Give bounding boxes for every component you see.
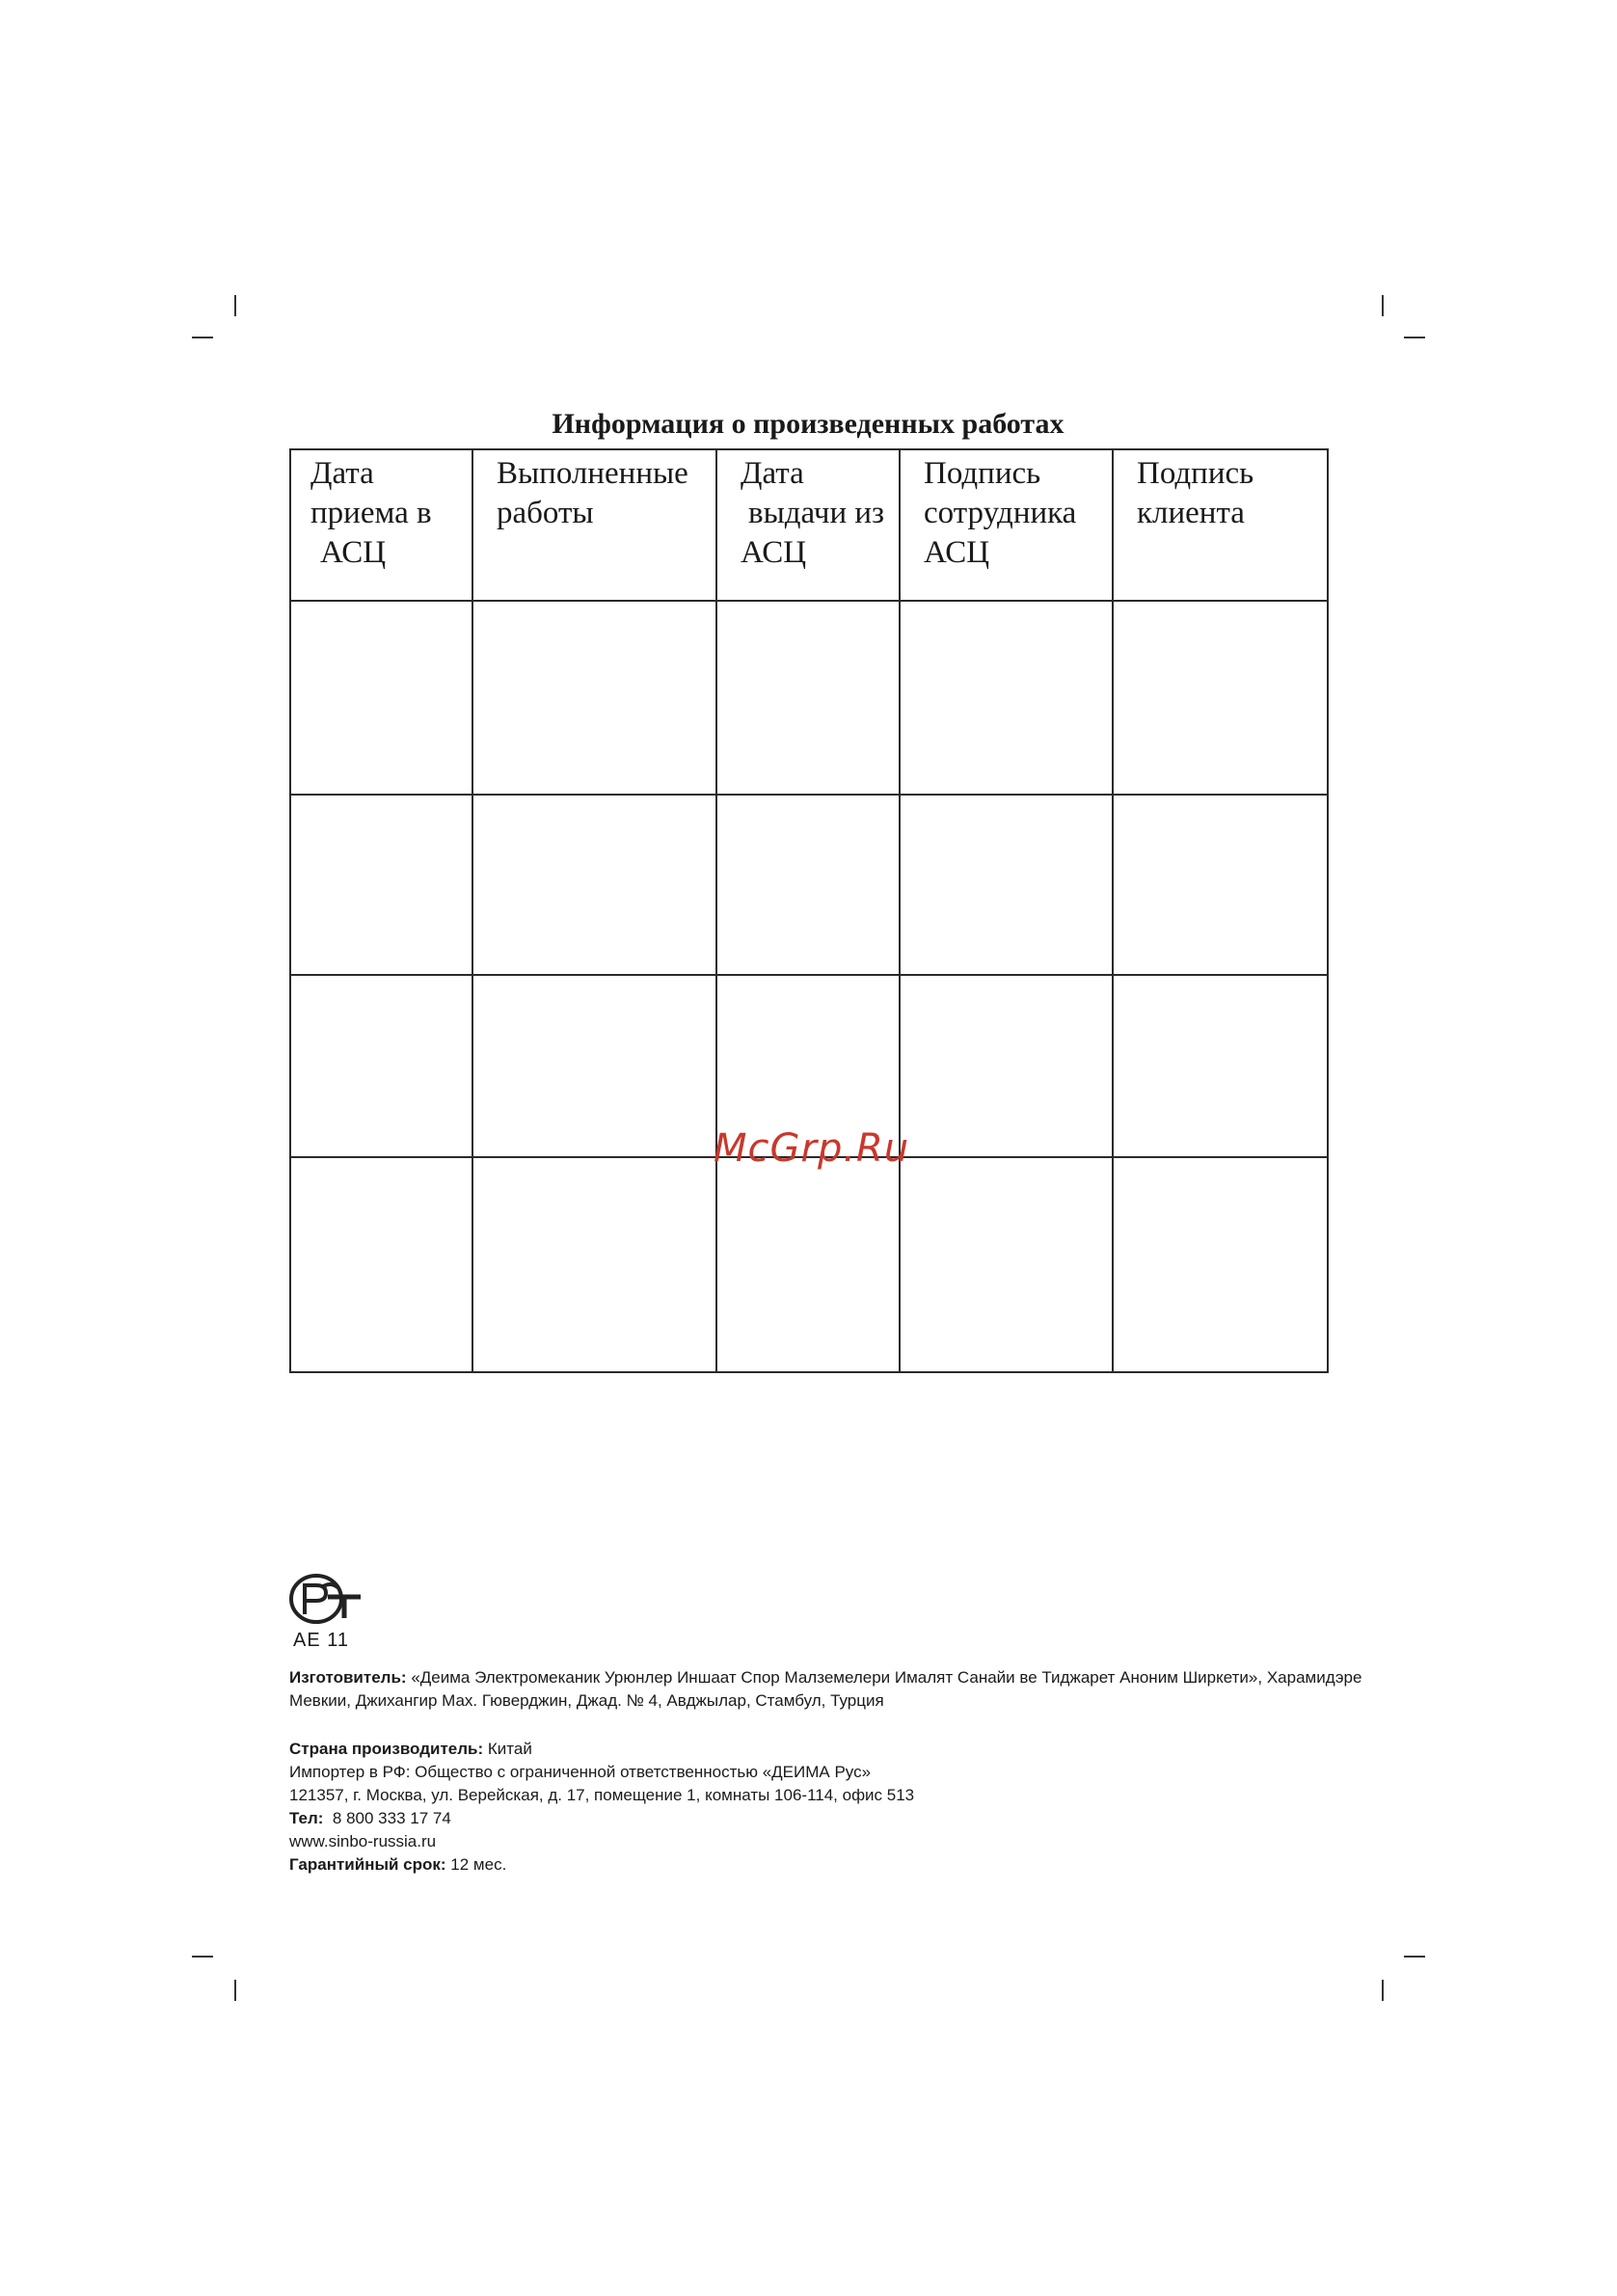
certification-code: AE 11 xyxy=(293,1630,349,1651)
table-cell xyxy=(1113,975,1328,1157)
header-line: клиента xyxy=(1137,496,1245,530)
table-cell xyxy=(472,601,716,795)
phone-label: Тел: xyxy=(289,1809,324,1827)
warranty-line xyxy=(289,1853,1350,1877)
header-line: работы xyxy=(497,496,594,530)
country-value: Китай xyxy=(487,1740,532,1758)
page-title: Информация о произведенных работах xyxy=(552,408,1065,440)
works-table-container xyxy=(289,448,1327,1369)
manufacturer-text: «Деима Электромеканик Урюнлер Иншаат Спор Малземелери Ималят Санайи ве Тиджарет Аноним Ширкети», Харамидэре xyxy=(411,1668,1362,1687)
table-cell xyxy=(290,601,472,795)
country-label: Страна производитель: xyxy=(289,1740,484,1758)
table-cell xyxy=(472,795,716,975)
table-cell xyxy=(290,795,472,975)
header-date-received xyxy=(290,449,472,601)
crop-mark xyxy=(234,1980,236,2001)
crop-mark xyxy=(192,1956,213,1958)
crop-mark xyxy=(1382,295,1384,316)
header-line: АСЦ xyxy=(320,535,387,570)
table-cell xyxy=(716,1157,900,1372)
manufacturer-line-1 xyxy=(289,1666,1362,1689)
header-line: Выполненные xyxy=(497,456,688,491)
crop-mark xyxy=(1404,1956,1425,1958)
header-line: Подпись xyxy=(924,456,1041,491)
header-line: сотрудника xyxy=(924,496,1077,530)
header-line: Подпись xyxy=(1137,456,1254,491)
table-cell xyxy=(472,1157,716,1372)
header-line: АСЦ xyxy=(741,535,807,570)
table-cell xyxy=(1113,1157,1328,1372)
manufacturer-line-2: Мевкии, Джихангир Мах. Гюверджин, Джад. № 4, Авджылар, Стамбул, Турция xyxy=(289,1691,884,1710)
table-cell xyxy=(1113,601,1328,795)
crop-mark xyxy=(192,337,213,338)
header-line: выдачи из xyxy=(748,496,885,530)
header-line: АСЦ xyxy=(924,535,990,570)
header-works-done xyxy=(472,449,716,601)
works-table xyxy=(289,448,1329,1373)
manufacturer-label: Изготовитель: xyxy=(289,1668,407,1687)
table-cell xyxy=(716,795,900,975)
table-row xyxy=(290,1157,1328,1372)
header-date-issued xyxy=(716,449,900,601)
table-cell xyxy=(900,1157,1113,1372)
table-header-row xyxy=(290,449,1328,601)
header-line: Дата xyxy=(310,456,374,491)
table-cell xyxy=(472,975,716,1157)
table-cell xyxy=(1113,795,1328,975)
table-cell xyxy=(290,1157,472,1372)
header-employee-signature xyxy=(900,449,1113,601)
warranty-label: Гарантийный срок: xyxy=(289,1855,446,1874)
phone-line xyxy=(289,1807,1350,1830)
crop-mark xyxy=(1382,1980,1384,2001)
table-cell xyxy=(716,601,900,795)
table-cell xyxy=(290,975,472,1157)
country-line xyxy=(289,1738,1350,1761)
table-cell xyxy=(900,601,1113,795)
warranty-value: 12 мес. xyxy=(450,1855,507,1874)
header-line: приема в xyxy=(310,496,432,530)
table-cell xyxy=(900,795,1113,975)
phone-value: 8 800 333 17 74 xyxy=(332,1809,451,1827)
address-line: 121357, г. Москва, ул. Верейская, д. 17, помещение 1, комнаты 106-114, офис 513 xyxy=(289,1786,915,1804)
pct-certification-logo xyxy=(289,1572,366,1630)
table-cell xyxy=(900,975,1113,1157)
crop-mark xyxy=(1404,337,1425,338)
header-client-signature xyxy=(1113,449,1328,601)
table-row xyxy=(290,601,1328,795)
watermark: McGrp.Ru xyxy=(714,1126,910,1171)
crop-mark xyxy=(234,295,236,316)
header-line: Дата xyxy=(741,456,804,491)
website-line: www.sinbo-russia.ru xyxy=(289,1832,437,1850)
table-row xyxy=(290,795,1328,975)
importer-line: Импортер в РФ: Общество с ограниченной ответственностью «ДЕИМА Рус» xyxy=(289,1763,872,1781)
